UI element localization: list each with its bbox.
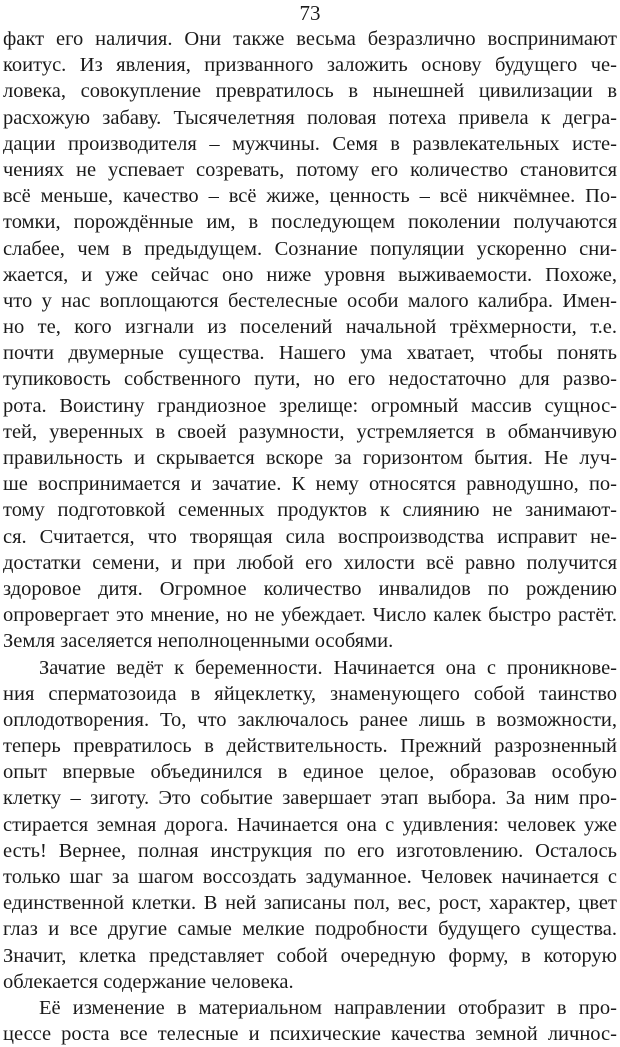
text-line: тупиковость собственного пути, но его недостаточно для разво- bbox=[3, 368, 617, 391]
text-line: глаз и все другие самые мелкие подробности будущего существа. bbox=[3, 918, 617, 941]
text-line: есть! Вернее, полная инструкция по его изготовлению. Осталось bbox=[3, 839, 617, 862]
text-line: цессе роста все телесные и психические качества земной личнос- bbox=[3, 1023, 617, 1046]
text-line: расхожую забаву. Тысячелетняя половая потеха привела к дегра- bbox=[3, 106, 617, 129]
text-line: здоровое дитя. Огромное количество инвалидов по рождению bbox=[3, 577, 617, 600]
text-line: единственной клетки. В ней записаны пол, вес, рост, характер, цвет bbox=[3, 892, 617, 915]
text-line: ше воспринимается и зачатие. К нему относятся равнодушно, по- bbox=[3, 473, 617, 496]
text-line: Земля заселяется неполноценными особями. bbox=[3, 630, 394, 653]
text-line: жается, и уже сейчас оно ниже уровня выживаемости. Похоже, bbox=[3, 263, 617, 286]
text-line: только шаг за шагом воссоздать задуманное. Человек начинается с bbox=[3, 866, 617, 888]
text-line: стирается земная дорога. Начинается она с удивления: человек уже bbox=[3, 813, 617, 836]
text-line: достатки семени, и при любой его хилости всё равно получится bbox=[3, 551, 617, 574]
text-line: всё меньше, качество – всё жиже, ценность – всё никчёмнее. По- bbox=[3, 185, 617, 208]
text-line: тому подготовкой семенных продуктов к слиянию не занимают- bbox=[3, 499, 617, 522]
text-line: опровергает это мнение, но не убеждает. Число калек быстро растёт. bbox=[3, 604, 617, 627]
text-line: правильность и скрывается вскоре за горизонтом бытия. Не луч- bbox=[3, 447, 617, 469]
text-line: ловека, совокупление превратилось в нынешней цивилизации в bbox=[3, 80, 617, 103]
text-line: чениях не успевает созревать, потому его количество становится bbox=[3, 158, 617, 181]
text-line: но те, кого изгнали из поселений начальной трёхмерности, т.е. bbox=[3, 316, 617, 339]
text-line: Зачатие ведёт к беременности. Начинается она с проникнове- bbox=[39, 656, 617, 679]
text-line: оплодотворения. То, что заключалось ранее лишь в возможности, bbox=[3, 708, 617, 731]
text-line: теперь превратилось в действительность. Прежний разрозненный bbox=[3, 735, 617, 758]
text-line: томки, порождённые им, в последующем поколении получаются bbox=[3, 211, 617, 234]
page-number: 73 bbox=[299, 1, 321, 25]
text-line: дации производителя – мужчины. Семя в развлекательных исте- bbox=[3, 132, 617, 155]
body-text bbox=[3, 26, 617, 1047]
text-line: тей, уверенных в своей разумности, устремляется в обманчивую bbox=[3, 420, 617, 443]
text-line: почти двумерные существа. Нашего ума хватает, чтобы понять bbox=[3, 342, 617, 365]
text-line: слабее, чем в предыдущем. Сознание популяции ускоренно сни- bbox=[3, 237, 617, 260]
text-line: опыт впервые объединился в единое целое, образовав особую bbox=[3, 761, 617, 784]
text-line: ния сперматозоида в яйцеклетку, знаменующего собой таинство bbox=[3, 682, 617, 705]
text-line: что у нас воплощаются бестелесные особи малого калибра. Имен- bbox=[3, 289, 617, 312]
text-line: Её изменение в материальном направлении отобразит в про- bbox=[39, 996, 617, 1019]
text-line: ся. Считается, что творящая сила воспроизводства исправит не- bbox=[3, 525, 617, 548]
text-line: рота. Воистину грандиозное зрелище: огромный массив сущнос- bbox=[3, 394, 617, 417]
text-line: облекается содержание человека. bbox=[3, 970, 294, 993]
text-line: факт его наличия. Они также весьма безразлично воспринимают bbox=[3, 28, 617, 50]
text-line: клетку – зиготу. Это событие завершает этап выбора. За ним про- bbox=[3, 787, 617, 810]
text-line: Значит, клетка представляет собой очередную форму, в которую bbox=[3, 944, 617, 967]
text-line: коитус. Из явления, призванного заложить основу будущего че- bbox=[3, 54, 617, 77]
